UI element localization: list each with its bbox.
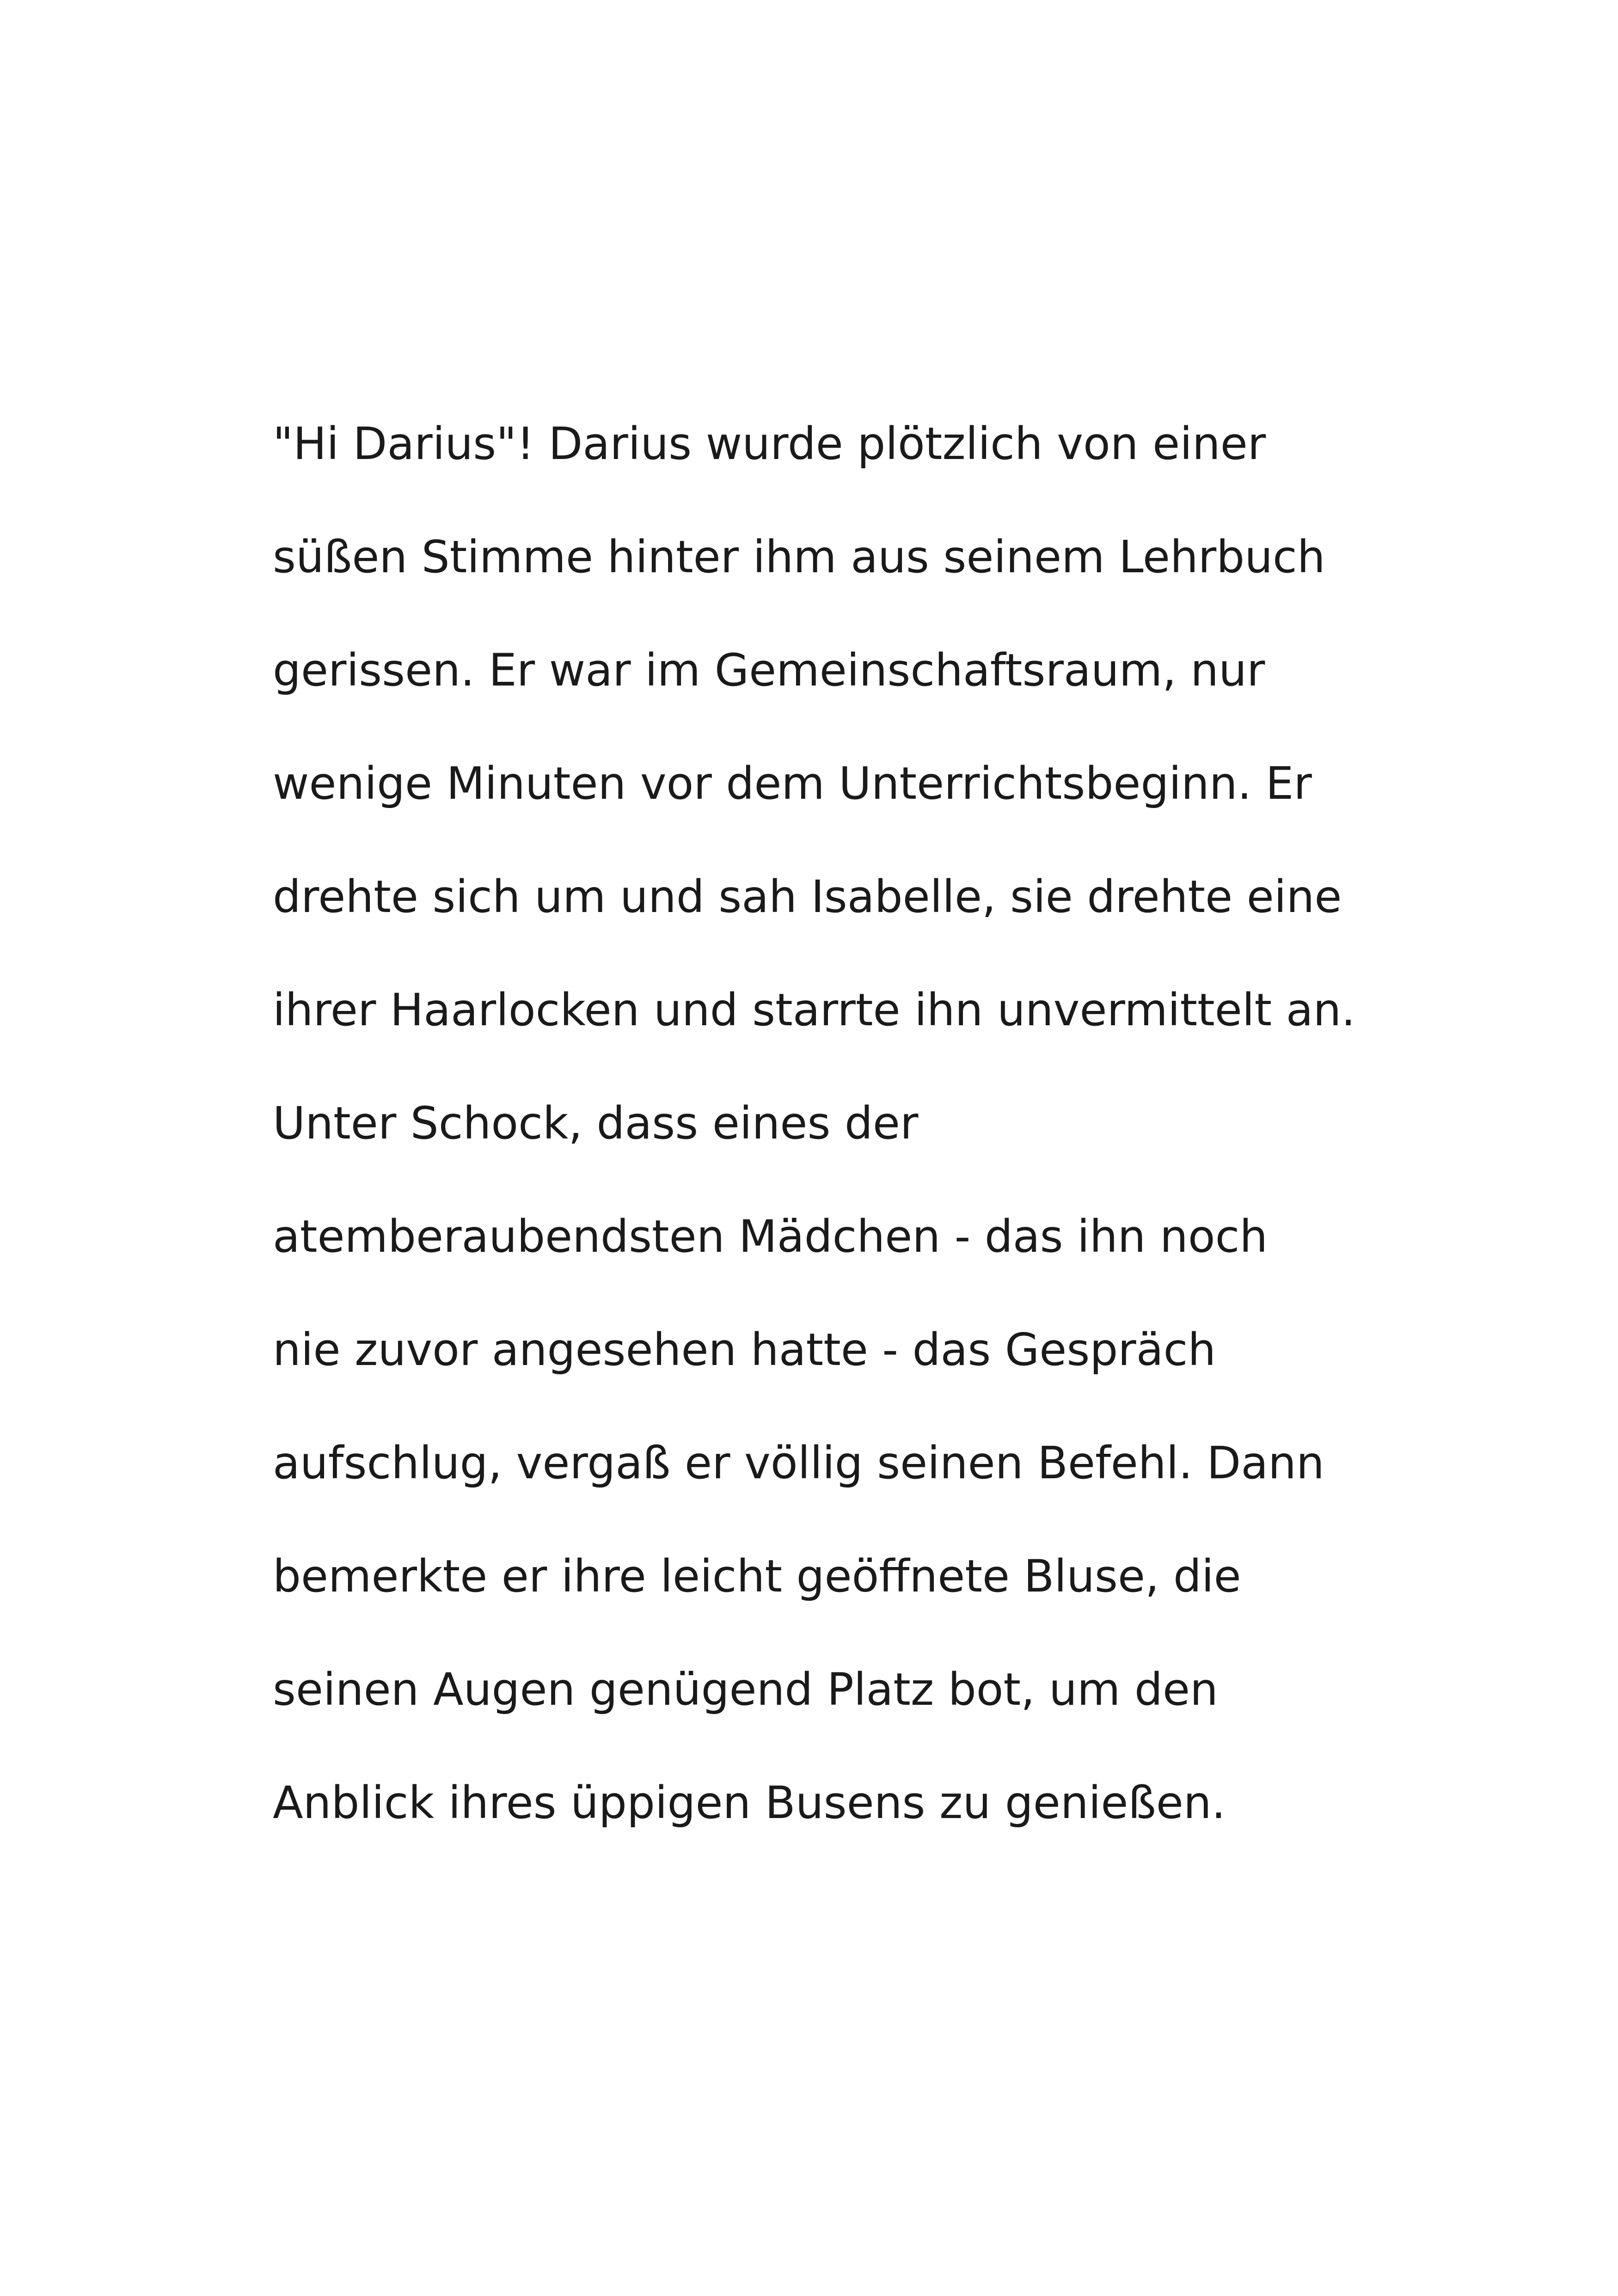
text-line: wenige Minuten vor dem Unterrichtsbeginn. Er — [273, 758, 1312, 809]
text-line: süßen Stimme hinter ihm aus seinem Lehrbuch — [273, 531, 1325, 583]
text-line: Anblick ihres üppigen Busens zu genießen. — [273, 1777, 1226, 1829]
text-line: nie zuvor angesehen hatte - das Gespräch — [273, 1324, 1216, 1376]
text-line: atemberaubendsten Mädchen - das ihn noch — [273, 1211, 1268, 1262]
text-line: bemerkte er ihre leicht geöffnete Bluse, die — [273, 1550, 1241, 1602]
text-line: "Hi Darius"! Darius wurde plötzlich von einer — [273, 418, 1266, 470]
text-line: gerissen. Er war im Gemeinschaftsraum, nur — [273, 644, 1265, 696]
story-paragraph — [273, 387, 1521, 1860]
text-line: aufschlug, vergaß er völlig seinen Befehl. Dann — [273, 1437, 1324, 1489]
text-line: seinen Augen genügend Platz bot, um den — [273, 1664, 1218, 1715]
text-line: drehte sich um und sah Isabelle, sie drehte eine — [273, 871, 1342, 923]
text-line: ihrer Haarlocken und starrte ihn unvermittelt an. — [273, 984, 1355, 1036]
text-line: Unter Schock, dass eines der — [273, 1097, 919, 1149]
